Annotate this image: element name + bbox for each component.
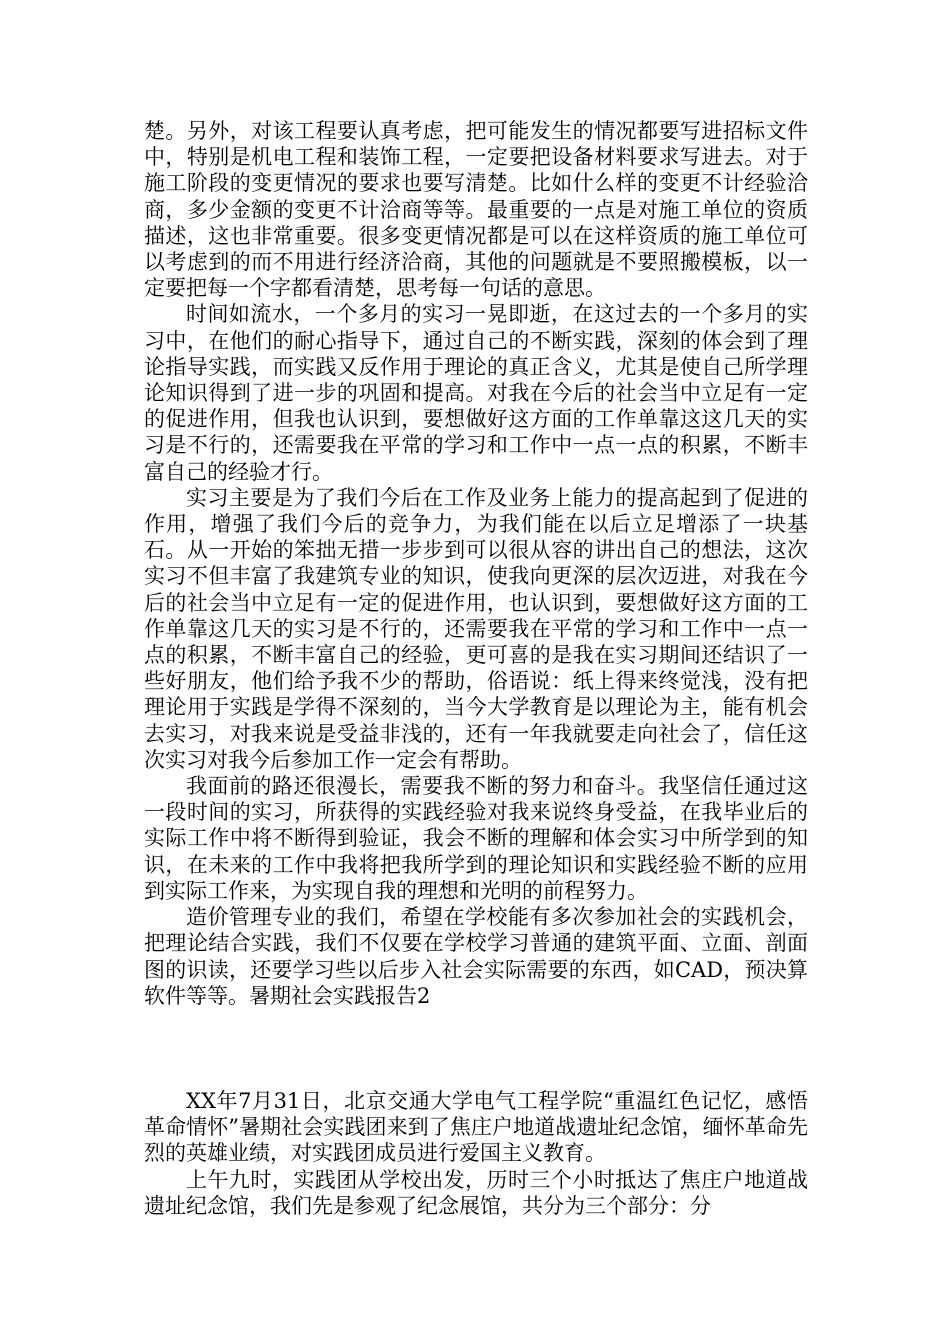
paragraph-3: 实习主要是为了我们今后在工作及业务上能力的提高起到了促进的作用，增强了我们今后的竞争力，为我们能在以后立足增添了一块基石。从一开始的笨拙无措一步步到可以很从容的讲出自己的想法，这次实习不但丰富了我建筑专业的知识，使我向更深的层次迈进，对我在今后的社会当中立足有一定的促进作用，也认识到，要想做好这方面的工作单靠这几天的实习是不行的，还需要我在平常的学习和工作中一点一点的积累，不断丰富自己的经验，更可喜的是我在实习期间还结识了一些好朋友，他们给予我不少的帮助，俗语说：纸上得来终觉浅，没有把理论用于实践是学得不深刻的，当今大学教育是以理论为主，能有机会去实习，对我来说是受益非浅的，还有一年我就要走向社会了，信任这次实习对我今后参加工作一定会有帮助。 (144, 485, 808, 772)
paragraph-5: 造价管理专业的我们，希望在学校能有多次参加社会的实践机会，把理论结合实践，我们不仅要在学校学习普通的建筑平面、立面、剖面图的识读，还要学习些以后步入社会实际需要的东西，如CAD，预决算软件等等。暑期社会实践报告2 (144, 905, 808, 1008)
paragraph-4: 我面前的路还很漫长，需要我不断的努力和奋斗。我坚信任通过这一段时间的实习，所获得的实践经验对我来说终身受益，在我毕业后的实际工作中将不断得到验证，我会不断的理解和体会实习中所学到的知识，在未来的工作中我将把我所学到的理论知识和实践经验不断的应用到实际工作来，为实现自我的理想和光明的前程努力。 (144, 774, 808, 903)
document-page (144, 118, 808, 1219)
paragraph-2: 时间如流水，一个多月的实习一晃即逝，在这过去的一个多月的实习中，在他们的耐心指导下，通过自己的不断实践，深刻的体会到了理论指导实践，而实践又反作用于理论的真正含义，尤其是使自己所学理论知识得到了进一步的巩固和提高。对我在今后的社会当中立足有一定的促进作用，但我也认识到，要想做好这方面的工作单靠这这几天的实习是不行的，还需要我在平常的学习和工作中一点一点的积累，不断丰富自己的经验才行。 (144, 302, 808, 484)
paragraph-7: 上午九时，实践团从学校出发，历时三个小时抵达了焦庄户地道战遗址纪念馆，我们先是参观了纪念展馆，共分为三个部分：分 (144, 1167, 808, 1218)
paragraph-1: 楚。另外，对该工程要认真考虑，把可能发生的情况都要写进招标文件中，特别是机电工程和装饰工程，一定要把设备材料要求写进去。对于施工阶段的变更情况的要求也要写清楚。比如什么样的变更不计经验洽商，多少金额的变更不计洽商等等。最重要的一点是对施工单位的资质描述，这也非常重要。很多变更情况都是可以在这样资质的施工单位可以考虑到的而不用进行经济洽商，其他的问题就是不要照搬模板，以一定要把每一个字都看清楚，思考每一句话的意思。 (144, 119, 808, 301)
section-gap (144, 1009, 808, 1088)
paragraph-6: XX年7月31日，北京交通大学电气工程学院“重温红色记忆，感悟革命情怀”暑期社会实践团来到了焦庄户地道战遗址纪念馆，缅怀革命先烈的英雄业绩，对实践团成员进行爱国主义教育。 (144, 1088, 808, 1166)
